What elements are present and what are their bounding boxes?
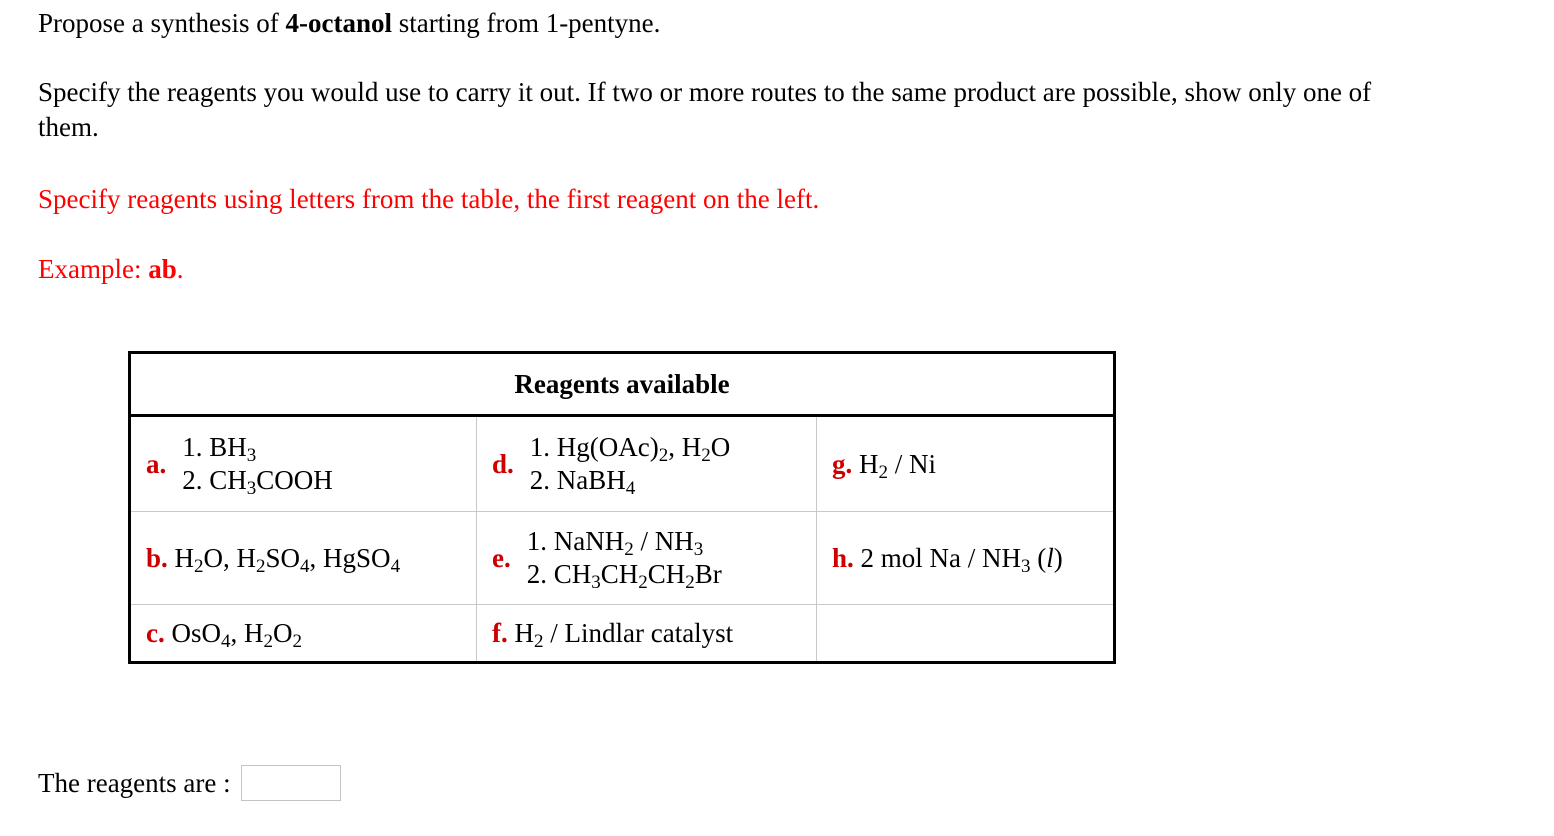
subscript: 2 [658, 445, 669, 466]
reagent-text: , HgSO [309, 542, 391, 573]
target-compound: 4-octanol [285, 8, 392, 38]
subscript: 2 [878, 461, 888, 483]
reagent-text: O, H [203, 542, 257, 573]
reagents-answer-input[interactable] [241, 765, 341, 801]
reagent-text: 2 mol Na / NH [853, 542, 1022, 573]
example-text [38, 252, 184, 286]
subscript: 2 [638, 572, 648, 593]
answer-row [38, 765, 341, 801]
reagent-letter: a. [146, 448, 167, 479]
title-text-end: starting from 1-pentyne. [391, 8, 661, 38]
reagent-text: COOH [256, 465, 333, 495]
reagent-f [477, 605, 817, 663]
reagent-letter: h. [832, 542, 854, 573]
table-header: Reagents available [130, 353, 1115, 416]
title-text: Propose a synthesis of [38, 8, 286, 38]
example-suffix: . [176, 254, 184, 284]
reagent-text: , H [230, 617, 264, 648]
reagent-text: 2. NaBH [529, 465, 626, 495]
reagent-text: l [1046, 542, 1054, 573]
subscript: 2 [194, 555, 204, 577]
subscript: 2 [263, 630, 273, 652]
subscript: 2 [701, 445, 711, 466]
subscript: 4 [390, 555, 401, 577]
subscript: 2 [256, 555, 266, 577]
reagent-text: 1. Hg(OAc) [529, 432, 659, 462]
subscript: 3 [591, 572, 601, 593]
subscript: 3 [246, 478, 257, 499]
reagent-text: OsO [164, 617, 221, 648]
reagent-text: 1. BH [182, 432, 247, 462]
subscript: 3 [693, 539, 704, 560]
subscript: 4 [625, 478, 636, 499]
subscript: 4 [221, 630, 231, 652]
reagent-g [817, 416, 1115, 512]
reagents-table [128, 351, 1116, 664]
subscript: 2 [685, 572, 695, 593]
subscript: 4 [300, 555, 310, 577]
reagent-text: / Lindlar catalyst [543, 617, 734, 648]
reagent-text: ) [1053, 542, 1063, 573]
subscript: 3 [246, 445, 257, 466]
reagent-text: , H [668, 432, 702, 462]
reagent-letter: d. [492, 448, 514, 479]
subscript: 2 [624, 539, 634, 560]
reagent-text: Br [694, 559, 722, 589]
reagent-text: SO [265, 542, 301, 573]
reagent-d [477, 416, 817, 512]
reagent-letter: e. [492, 542, 511, 573]
reagent-text: H [507, 617, 534, 648]
subscript: 3 [1021, 555, 1031, 577]
reagent-text: CH [647, 559, 686, 589]
empty-cell [817, 605, 1115, 663]
reagent-text: O [710, 432, 731, 462]
reagent-letter: g. [832, 448, 853, 479]
reagent-letter: f. [492, 617, 508, 648]
reagent-text: 1. NaNH [526, 526, 625, 556]
reagent-letter: c. [146, 617, 165, 648]
reagent-text: CH [600, 559, 639, 589]
reagent-letter: b. [146, 542, 168, 573]
reagent-c [130, 605, 477, 663]
reagent-text: H [852, 448, 879, 479]
reagent-text: / NH [633, 526, 694, 556]
example-value: ab [148, 254, 177, 284]
reagent-text: 2. CH [526, 559, 592, 589]
reagent-b [130, 512, 477, 605]
subscript: 2 [534, 630, 544, 652]
specify-text-line1: Specify the reagents you would use to carry it out. If two or more routes to the same product are possible, show only one of [38, 77, 1372, 107]
subscript: 2 [292, 630, 302, 652]
answer-label: The reagents are : [38, 768, 231, 798]
reagent-text: 2. CH [182, 465, 247, 495]
question-title [38, 6, 660, 40]
instruction-text: Specify reagents using letters from the table, the first reagent on the left. [38, 184, 820, 214]
reagent-e [477, 512, 817, 605]
reagent-a [130, 416, 477, 512]
specify-text-line2: them. [38, 112, 99, 142]
reagent-h [817, 512, 1115, 605]
reagent-text: O [273, 617, 293, 648]
reagent-text: / Ni [888, 448, 937, 479]
reagent-text: ( [1030, 542, 1047, 573]
example-prefix: Example: [38, 254, 149, 284]
reagent-text: H [167, 542, 195, 573]
